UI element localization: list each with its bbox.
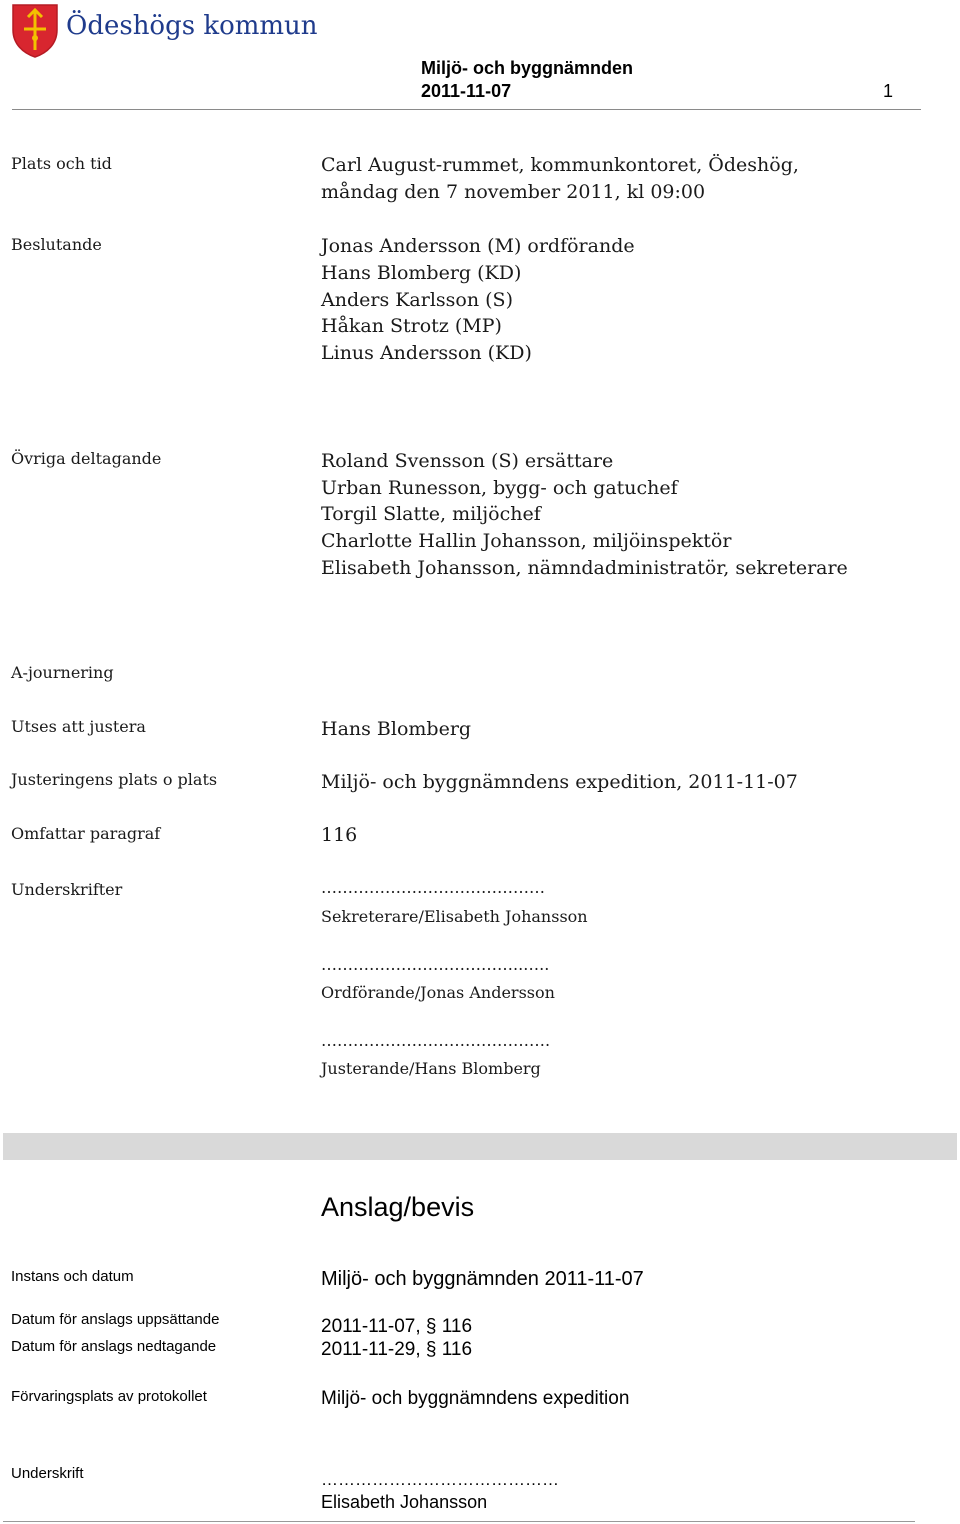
paragraphs-value: 116 [321, 824, 358, 846]
other-participant: Torgil Slatte, miljöchef [321, 503, 541, 525]
signature-line: …………………………………… [321, 878, 545, 897]
meeting-date: 2011-11-07 [421, 81, 512, 101]
other-participant: Charlotte Hallin Johansson, miljöinspektör [321, 530, 732, 552]
adjust-place-label: Justeringens plats o plats [11, 770, 218, 789]
other-participants-label: Övriga deltagande [11, 449, 162, 468]
committee-name: Miljö- och byggnämnden [421, 58, 633, 78]
notice-title: Anslag/bevis [321, 1192, 475, 1222]
coat-of-arms-icon [10, 2, 60, 58]
decision-maker: Håkan Strotz (MP) [321, 315, 502, 337]
other-participant: Roland Svensson (S) ersättare [321, 450, 614, 472]
decision-maker: Linus Andersson (KD) [321, 342, 532, 364]
storage-label: Förvaringsplats av protokollet [11, 1388, 207, 1405]
header-divider [12, 109, 921, 110]
signature-name: Ordförande/Jonas Andersson [321, 983, 555, 1002]
place-line-2: måndag den 7 november 2011, kl 09:00 [321, 181, 706, 203]
signature-line: ……………………………………. [321, 1031, 551, 1050]
posted-value: 2011-11-07, § 116 [321, 1316, 473, 1337]
removed-value: 2011-11-29, § 116 [321, 1339, 473, 1360]
place-time-label: Plats och tid [11, 154, 112, 173]
municipality-name: Ödeshögs kommun [66, 11, 318, 41]
adjuster-label: Utses att justera [11, 717, 146, 736]
storage-value: Miljö- och byggnämndens expedition [321, 1388, 630, 1409]
signature-name: Justerande/Hans Blomberg [321, 1059, 541, 1078]
section-divider [3, 1133, 957, 1160]
instance-label: Instans och datum [11, 1268, 134, 1285]
removed-label: Datum för anslags nedtagande [11, 1338, 217, 1355]
instance-value: Miljö- och byggnämnden 2011-11-07 [321, 1268, 644, 1290]
municipality-logo [10, 2, 60, 62]
decision-makers-label: Beslutande [11, 235, 102, 254]
other-participant: Urban Runesson, bygg- och gatuchef [321, 477, 678, 499]
adjuster-value: Hans Blomberg [321, 718, 472, 740]
bottom-divider [3, 1521, 915, 1522]
signatures-label: Underskrifter [11, 880, 123, 899]
posted-label: Datum för anslags uppsättande [11, 1311, 220, 1328]
signature-label: Underskrift [11, 1465, 84, 1482]
adjust-place-value: Miljö- och byggnämndens expedition, 2011-11-07 [321, 771, 798, 793]
page-number: 1 [883, 81, 894, 101]
decision-maker: Hans Blomberg (KD) [321, 262, 522, 284]
decision-maker: Jonas Andersson (M) ordförande [321, 235, 635, 257]
notice-signature-name: Elisabeth Johansson [321, 1492, 488, 1512]
adjournment-label: A-journering [11, 663, 114, 682]
notice-signature-line: …………………………………… [321, 1470, 559, 1489]
paragraphs-label: Omfattar paragraf [11, 824, 161, 843]
decision-maker: Anders Karlsson (S) [321, 289, 513, 311]
signature-line: ………………………………..….. [321, 955, 550, 974]
place-line-1: Carl August-rummet, kommunkontoret, Ödeshög, [321, 154, 799, 176]
signature-name: Sekreterare/Elisabeth Johansson [321, 907, 588, 926]
other-participant: Elisabeth Johansson, nämndadministratör, sekreterare [321, 557, 848, 579]
